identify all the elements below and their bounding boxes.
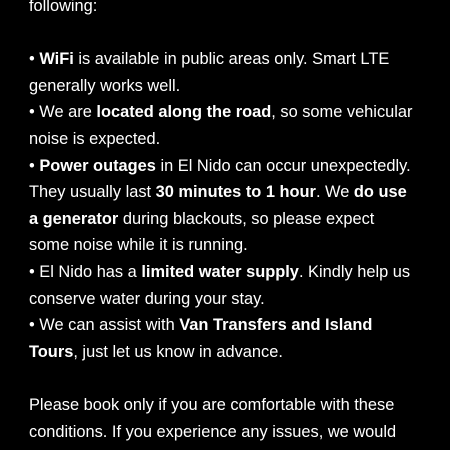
power-note-cont-1: They usually last 30 minutes to 1 hour. We do use — [29, 183, 407, 202]
bullet: • — [29, 156, 35, 175]
transfer-note: • We can assist with Van Transfers and Island — [29, 316, 373, 335]
intro-line: following: — [29, 0, 98, 15]
closing-line-1: Please book only if you are comfortable with these — [29, 395, 395, 414]
wifi-note-cont: generally works well. — [29, 76, 181, 95]
spacer — [29, 365, 439, 392]
transfer-label-a: Van Transfers and Island — [179, 316, 373, 335]
wifi-note: • WiFi is available in public areas only. Smart LTE — [29, 50, 390, 69]
bullet: • — [29, 103, 35, 122]
wifi-label: WiFi — [39, 50, 74, 69]
location-label: located along the road — [96, 103, 272, 122]
water-note: • El Nido has a limited water supply. Kindly help us — [29, 262, 411, 281]
generator-label-b: a generator — [29, 209, 119, 228]
spacer — [29, 20, 439, 47]
bullet: • — [29, 50, 35, 69]
water-note-cont: conserve water during your stay. — [29, 289, 265, 308]
location-note-cont: noise is expected. — [29, 129, 161, 148]
bullet: • — [29, 262, 35, 281]
duration-label: 30 minutes to 1 hour — [155, 183, 316, 202]
closing-line-2: conditions. If you experience any issues, we would — [29, 422, 397, 441]
message-text — [29, 0, 439, 445]
power-note-cont-3: some noise while it is running. — [29, 236, 248, 255]
transfer-label-b: Tours — [29, 342, 74, 361]
power-label: Power outages — [39, 156, 156, 175]
transfer-note-cont: Tours, just let us know in advance. — [29, 342, 283, 361]
power-note: • Power outages in El Nido can occur unexpectedly. — [29, 156, 411, 175]
bullet: • — [29, 316, 35, 335]
water-label: limited water supply — [141, 262, 299, 281]
location-note: • We are located along the road, so some vehicular — [29, 103, 413, 122]
generator-label-a: do use — [353, 183, 407, 202]
power-note-cont-2: a generator during blackouts, so please expect — [29, 209, 375, 228]
